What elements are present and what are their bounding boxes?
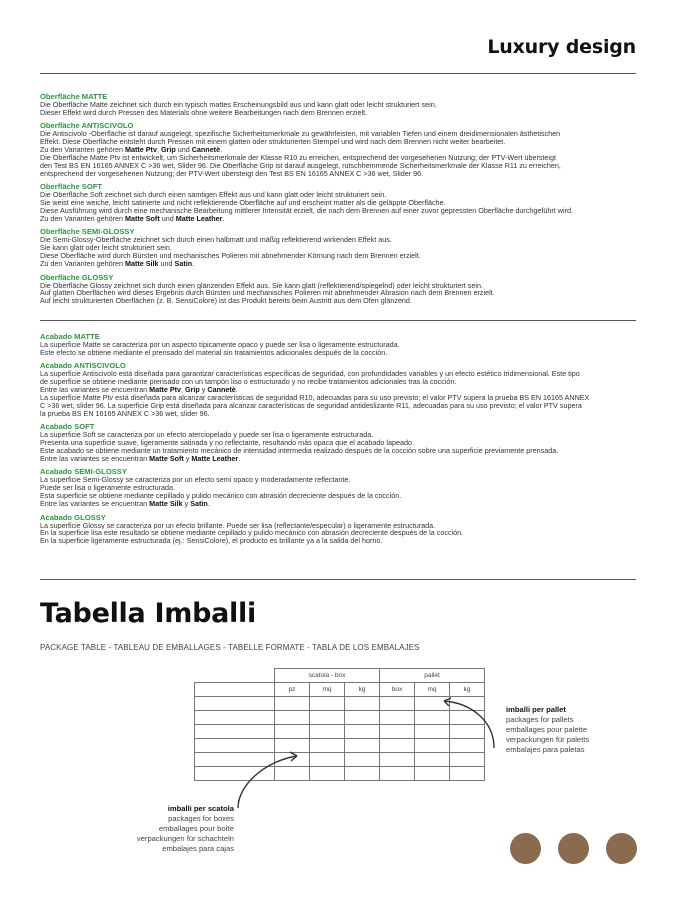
finish-text-line: Effekt. Diese Oberfläche entsteht durch Pressen mit einem glatten oder strukturierten Stempel und wird nach dem Brennen nicht weiter bearbeitet. — [40, 138, 506, 147]
finish-text-line: Entre las variantes se encuentran Matte Silk y Satin. — [40, 500, 210, 508]
variant-name: Matte Soft — [124, 214, 160, 223]
finish-text-line: En la superficie ligeramente estructurada (ej.: SensiColore), el producto es brillante ya a la salida del horno. — [40, 537, 383, 546]
decorative-dot — [606, 833, 637, 864]
pallet-note — [506, 705, 589, 755]
pallet-note-line: embalajes para paletas — [506, 745, 585, 754]
finish-text-line: Este acabado se obtiene mediante un tratamiento mecánico de intensidad intermedia realizado después de la cocción sobre una superficie previamente prensada. — [40, 447, 559, 455]
package-table-subtitle: PACKAGE TABLE - TABLEAU DE EMBALLAGES - TABELLE FORMATE - TABLA DE LOS EMBALAJES — [40, 643, 420, 652]
variant-name: Matte Ptv — [149, 386, 182, 395]
column-header: kg — [345, 683, 380, 697]
finish-text-line: Diese Ausführung wird durch eine mechanische Bearbeitung mittlerer Intensität erzielt, die nach dem Brennen auf einer zuvor gepressten Oberfläche durchgeführt wird. — [40, 207, 573, 215]
variant-name: Matte Silk — [124, 260, 159, 268]
finish-text-line: Auf leicht strukturierten Oberflächen (z. B. SensiColore) ist das Produkt bereits beim Austritt aus dem Ofen glänzend. — [40, 297, 412, 306]
column-header: pz — [275, 683, 310, 697]
finish-text-line: La superficie Soft se caracteriza por un efecto aterciopelado y puede ser lisa o ligeramente estructurada. — [40, 431, 374, 440]
variant-name: Satin — [174, 260, 193, 268]
finish-text-line: En la superficie lisa este resultado se obtiene mediante cepillado y pulido mecánico con abrasión decreciente después de la cocción. — [40, 529, 464, 538]
box-note-line: packages for boxes — [168, 814, 234, 823]
finish-text-line: de superficie se obtiene mediante prensado con un tampón liso o estructurado y no recibe tratamientos adicionales tras la cocción. — [40, 378, 457, 387]
finish-text-line: Sie kann glatt oder leicht strukturiert sein. — [40, 244, 172, 253]
finish-text-line: Zu den Varianten gehören Matte Ptv, Grip und Cannetè. — [40, 146, 223, 155]
group-header-pallet: pallet — [380, 669, 485, 683]
finish-text-line: Este efecto se obtiene mediante el prensado del material sin tratamientos adicionales después de la cocción. — [40, 348, 388, 357]
finish-title: Oberfläche ANTISCIVOLO — [40, 121, 134, 131]
finish-text-line: Presenta una superficie suave, ligeramente satinada y no reflectante, resultando más opaca que el acabado lapeado. — [40, 439, 414, 448]
pallet-arrow — [444, 701, 494, 748]
variant-name: Cannetè — [191, 146, 221, 155]
pallet-note-line: verpackungen für paletts — [506, 735, 590, 744]
column-header: mq — [310, 683, 345, 697]
box-arrow — [238, 756, 297, 808]
finish-title: Acabado ANTISCIVOLO — [40, 361, 126, 371]
finish-text-line: la prueba BS EN 16165 ANNEX C >36 wet, slider 96. — [40, 409, 210, 418]
finish-text-line: Entre las variantes se encuentran Matte Ptv, Grip y Cannetè. — [40, 386, 238, 395]
group-header-box: scatola - box — [275, 669, 380, 683]
decorative-dot — [558, 833, 589, 864]
box-note-line: emballages pour boîte — [158, 824, 234, 833]
page-header-title: Luxury design — [487, 36, 636, 58]
variant-name: Grip — [185, 386, 200, 395]
finish-text-line: Puede ser lisa o ligeramente estructurada. — [40, 484, 176, 493]
variant-name: Matte Soft — [149, 454, 184, 463]
finish-text-line: La superficie Glossy se caracteriza por un efecto brillante. Puede ser lisa (reflectante/especular) o ligeramente estructurada. — [40, 521, 436, 530]
variant-name: Matte Leather — [175, 214, 223, 223]
finish-text-line: C >36 wet, slider 96. La superficie Grip está diseñada para alcanzar características de seguridad antideslizante R11, adecuadas para su uso previsto; el valor PTV supera — [40, 401, 582, 410]
finish-title: Oberfläche SEMI-GLOSSY — [40, 227, 135, 237]
pallet-note-title: imballi per pallet — [506, 705, 566, 714]
finish-title: Oberfläche MATTE — [40, 92, 108, 101]
finish-text-line: La superficie Antiscivolo está diseñada para garantizar características específicas de seguridad, con profundidades variables y un efecto estético tridimensional. Este tipo — [40, 370, 580, 379]
package-table-title: Tabella Imballi — [40, 598, 256, 629]
finish-text-line: entsprechend der vorgesehenen Nutzung; der PTV-Wert übersteigt den Test BS EN 16165 ANNEX C >36 wet, Slider 96. — [40, 169, 424, 178]
finish-text-line: Die Antiscivolo -Oberfläche ist darauf ausgelegt, spezifische Sicherheitsmerkmale zu gewährleisten, mit variablen Tiefen und einem dreidimensionalen ästhetischen — [40, 130, 561, 139]
finish-text-line: Esta superficie se obtiene mediante cepillado y pulido mecánico con abrasión decreciente después de la cocción. — [40, 492, 402, 501]
finish-text-line: Zu den Varianten gehören Matte Soft und Matte Leather. — [40, 214, 225, 223]
finish-text-line: Sie weist eine weiche, leicht satinierte und nicht reflektierende Oberfläche auf und erscheint matter als die geläppte Oberfläche. — [40, 199, 446, 208]
finish-text-line: Die Oberfläche Soft zeichnet sich durch einen samtigen Effekt aus und kann glatt oder leicht strukturiert sein. — [40, 191, 387, 200]
column-header: kg — [450, 683, 485, 697]
finish-text-line: Entre las variantes se encuentran Matte Soft y Matte Leather. — [40, 454, 241, 463]
finish-text-line: Zu den Varianten gehören Matte Silk und Satin. — [40, 260, 195, 268]
pallet-note-line: packages for pallets — [506, 715, 574, 724]
finish-title: Acabado SEMI-GLOSSY — [40, 467, 127, 477]
finish-title: Acabado SOFT — [40, 422, 95, 432]
box-note-line: embalajes para cajas — [162, 844, 234, 853]
decorative-dot — [510, 833, 541, 864]
finish-text-line: La superficie Matte Ptv está diseñada para alcanzar características de seguridad R10, adecuadas para su uso previsto; el valor PTV supera la prueba BS EN 16165 ANNEX — [40, 394, 590, 402]
finish-text-line: Die Oberfläche Glossy zeichnet sich durch einen glänzenden Effekt aus. Sie kann glatt (reflektierend/spiegelnd) oder leicht strukturiert sein. — [40, 281, 483, 290]
finish-text-line: Diese Oberfläche wird durch Bürsten und mechanisches Polieren mit abnehmender Körnung nach dem Brennen erzielt. — [40, 252, 421, 261]
finish-text-line: Die Oberfläche Matte zeichnet sich durch ein typisch mattes Erscheinungsbild aus und kann glatt oder leicht strukturiert sein. — [40, 101, 437, 109]
finish-text-line: Die Oberfläche Matte Ptv ist entwickelt, um Sicherheitsmerkmale der Klasse R10 zu erreichen, entsprechend der vorgesehenen Nutzung; der PTV-Wert übersteigt — [40, 154, 557, 162]
finish-text-line: Die Semi-Glossy-Oberfläche zeichnet sich durch einen halbmatt und mäßig reflektierend wirkenden Effekt aus. — [40, 236, 392, 245]
finish-title: Oberfläche GLOSSY — [40, 272, 114, 282]
finish-title: Acabado MATTE — [40, 332, 100, 341]
box-note — [100, 804, 234, 854]
variant-name: Matte Silk — [149, 500, 183, 508]
variant-name: Grip — [160, 146, 176, 155]
finish-text-line: Auf glatten Oberflächen wird dieses Ergebnis durch Bürsten und mechanisches Polieren mit abnehmender Abrasion nach dem Brennen erzielt. — [40, 289, 495, 298]
column-header: box — [380, 683, 415, 697]
variant-name: Satin — [190, 500, 208, 508]
box-note-line: verpackungen für schachteln — [136, 834, 234, 843]
pallet-note-line: emballages pour palette — [506, 725, 588, 734]
finish-text-line: La superficie Semi-Glossy se caracteriza por un efecto semi opaco y moderadamente reflectante. — [40, 476, 351, 485]
column-header: mq — [415, 683, 450, 697]
finish-title: Acabado GLOSSY — [40, 512, 106, 522]
finish-title: Oberfläche SOFT — [40, 182, 103, 192]
finish-text-line: La superficie Matte se caracteriza por un aspecto típicamente opaco y puede ser lisa o ligeramente estructurada. — [40, 341, 400, 349]
variant-name: Matte Leather — [191, 454, 239, 463]
finish-text-line: Dieser Effekt wird durch Pressen des Materials ohne weitere Bearbeitungen nach dem Brennen erzielt. — [40, 108, 368, 117]
box-note-title: imballi per scatola — [167, 804, 234, 813]
variant-name: Matte Ptv — [124, 146, 157, 155]
finish-text-line: den Test BS EN 16165 ANNEX C >36 wet, Slider 96. Die Oberfläche Grip ist darauf ausgelegt, rutschhemmende Sicherheitsmerkmale der Klasse R11 zu erreichen, — [40, 161, 561, 170]
variant-name: Cannetè — [207, 386, 236, 395]
